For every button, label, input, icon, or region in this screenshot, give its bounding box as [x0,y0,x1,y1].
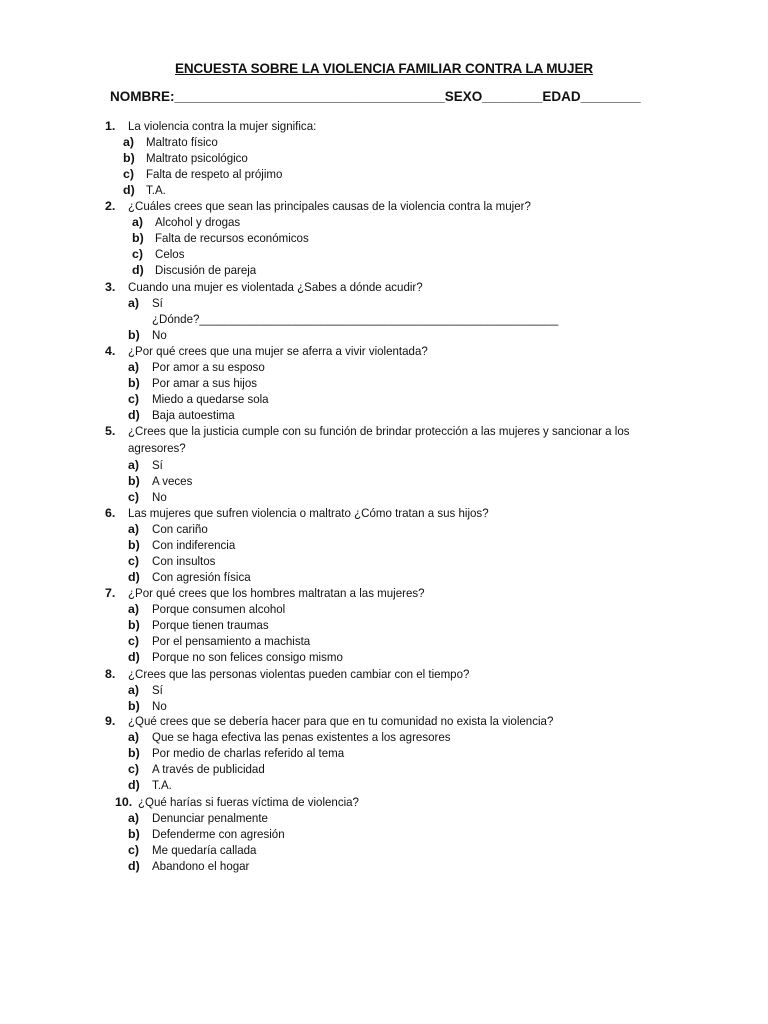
question-number: 7. [105,586,116,600]
option-letter: c) [128,843,140,857]
option-text: Maltrato físico [146,135,218,149]
option-letter: c) [128,634,140,648]
option-text: Abandono el hogar [152,859,250,873]
option-text: Falta de respeto al prójimo [146,167,283,181]
option-text: T.A. [146,183,166,197]
option-letter: b) [123,151,135,165]
option-letter: d) [128,408,140,422]
question-text: Las mujeres que sufren violencia o maltrato ¿Cómo tratan a sus hijos? [128,506,489,520]
option-text: No [152,328,167,342]
question-number: 6. [105,506,116,520]
question-number: 1. [105,119,116,133]
option-letter: d) [128,859,140,873]
option-text: Denunciar penalmente [152,811,268,825]
option-text: Maltrato psicológico [146,151,248,165]
option-text: No [152,699,167,713]
question-text: ¿Crees que las personas violentas pueden cambiar con el tiempo? [128,667,470,681]
question-text: ¿Cuáles crees que sean las principales causas de la violencia contra la mujer? [128,199,531,213]
option-text: Con cariño [152,522,208,536]
question-number: 10. [115,795,133,809]
option-letter: a) [128,360,140,374]
question-text: ¿Por qué crees que los hombres maltratan a las mujeres? [128,586,425,600]
option-text: Con agresión física [152,570,251,584]
question-number: 5. [105,424,116,438]
question-text: ¿Crees que la justicia cumple con su función de brindar protección a las mujeres y sancionar a los [128,424,630,438]
respondent-info-line: NOMBRE:____________________________________SEXO________EDAD________ [110,89,641,104]
option-letter: c) [128,762,140,776]
option-letter: d) [128,778,140,792]
option-text: Baja autoestima [152,408,235,422]
question-number: 3. [105,280,116,294]
option-text: Por el pensamiento a machista [152,634,311,648]
option-letter: b) [128,538,140,552]
option-text: Porque no son felices consigo mismo [152,650,343,664]
option-text: A veces [152,474,193,488]
question-text-continuation: agresores? [128,441,186,455]
question-number: 8. [105,667,116,681]
option-text: Que se haga efectiva las penas existentes a los agresores [152,730,451,744]
option-letter: c) [128,554,140,568]
option-text: Porque tienen traumas [152,618,269,632]
option-letter: a) [132,215,144,229]
option-text: Porque consumen alcohol [152,602,286,616]
option-letter: a) [128,458,140,472]
question-number: 2. [105,199,116,213]
survey-title: ENCUESTA SOBRE LA VIOLENCIA FAMILIAR CONTRA LA MUJER [174,61,594,76]
option-letter: a) [123,135,135,149]
option-letter: a) [128,602,140,616]
option-letter: a) [128,683,140,697]
option-letter: b) [128,328,140,342]
option-letter: d) [128,570,140,584]
option-letter: b) [128,376,140,390]
option-text: Celos [155,247,185,261]
option-letter: d) [123,183,135,197]
question-text: Cuando una mujer es violentada ¿Sabes a dónde acudir? [128,280,423,294]
option-letter: b) [128,474,140,488]
option-letter: b) [132,231,144,245]
option-text: Falta de recursos económicos [155,231,309,245]
option-write-in-line: ¿Dónde?________________________________________________________ [152,312,559,326]
option-text: Con indiferencia [152,538,236,552]
option-letter: b) [128,618,140,632]
option-text: Por amor a su esposo [152,360,265,374]
question-text: ¿Qué harías si fueras víctima de violencia? [138,795,359,809]
option-text: Por amar a sus hijos [152,376,258,390]
option-letter: b) [128,827,140,841]
option-letter: c) [123,167,135,181]
question-text: ¿Qué crees que se debería hacer para que en tu comunidad no exista la violencia? [128,714,554,728]
question-number: 9. [105,714,116,728]
option-text: Defenderme con agresión [152,827,285,841]
option-text: Discusión de pareja [155,263,257,277]
option-letter: a) [128,296,140,310]
option-text: Alcohol y drogas [155,215,241,229]
option-letter: d) [132,263,144,277]
option-text: Con insultos [152,554,216,568]
question-text: ¿Por qué crees que una mujer se aferra a vivir violentada? [128,344,428,358]
option-letter: a) [128,522,140,536]
option-text: Por medio de charlas referido al tema [152,746,345,760]
question-text: La violencia contra la mujer significa: [128,119,317,133]
option-letter: d) [128,650,140,664]
option-text: No [152,490,167,504]
option-letter: b) [128,746,140,760]
option-text: Sí [152,458,163,472]
option-letter: b) [128,699,140,713]
option-letter: a) [128,811,140,825]
option-letter: a) [128,730,140,744]
option-text: Me quedaría callada [152,843,257,857]
option-text: Sí [152,683,163,697]
option-text: T.A. [152,778,172,792]
option-letter: c) [128,490,140,504]
option-text: Miedo a quedarse sola [152,392,269,406]
option-text: A través de publicidad [152,762,265,776]
option-text: Sí [152,296,163,310]
option-letter: c) [132,247,144,261]
question-number: 4. [105,344,116,358]
option-letter: c) [128,392,140,406]
